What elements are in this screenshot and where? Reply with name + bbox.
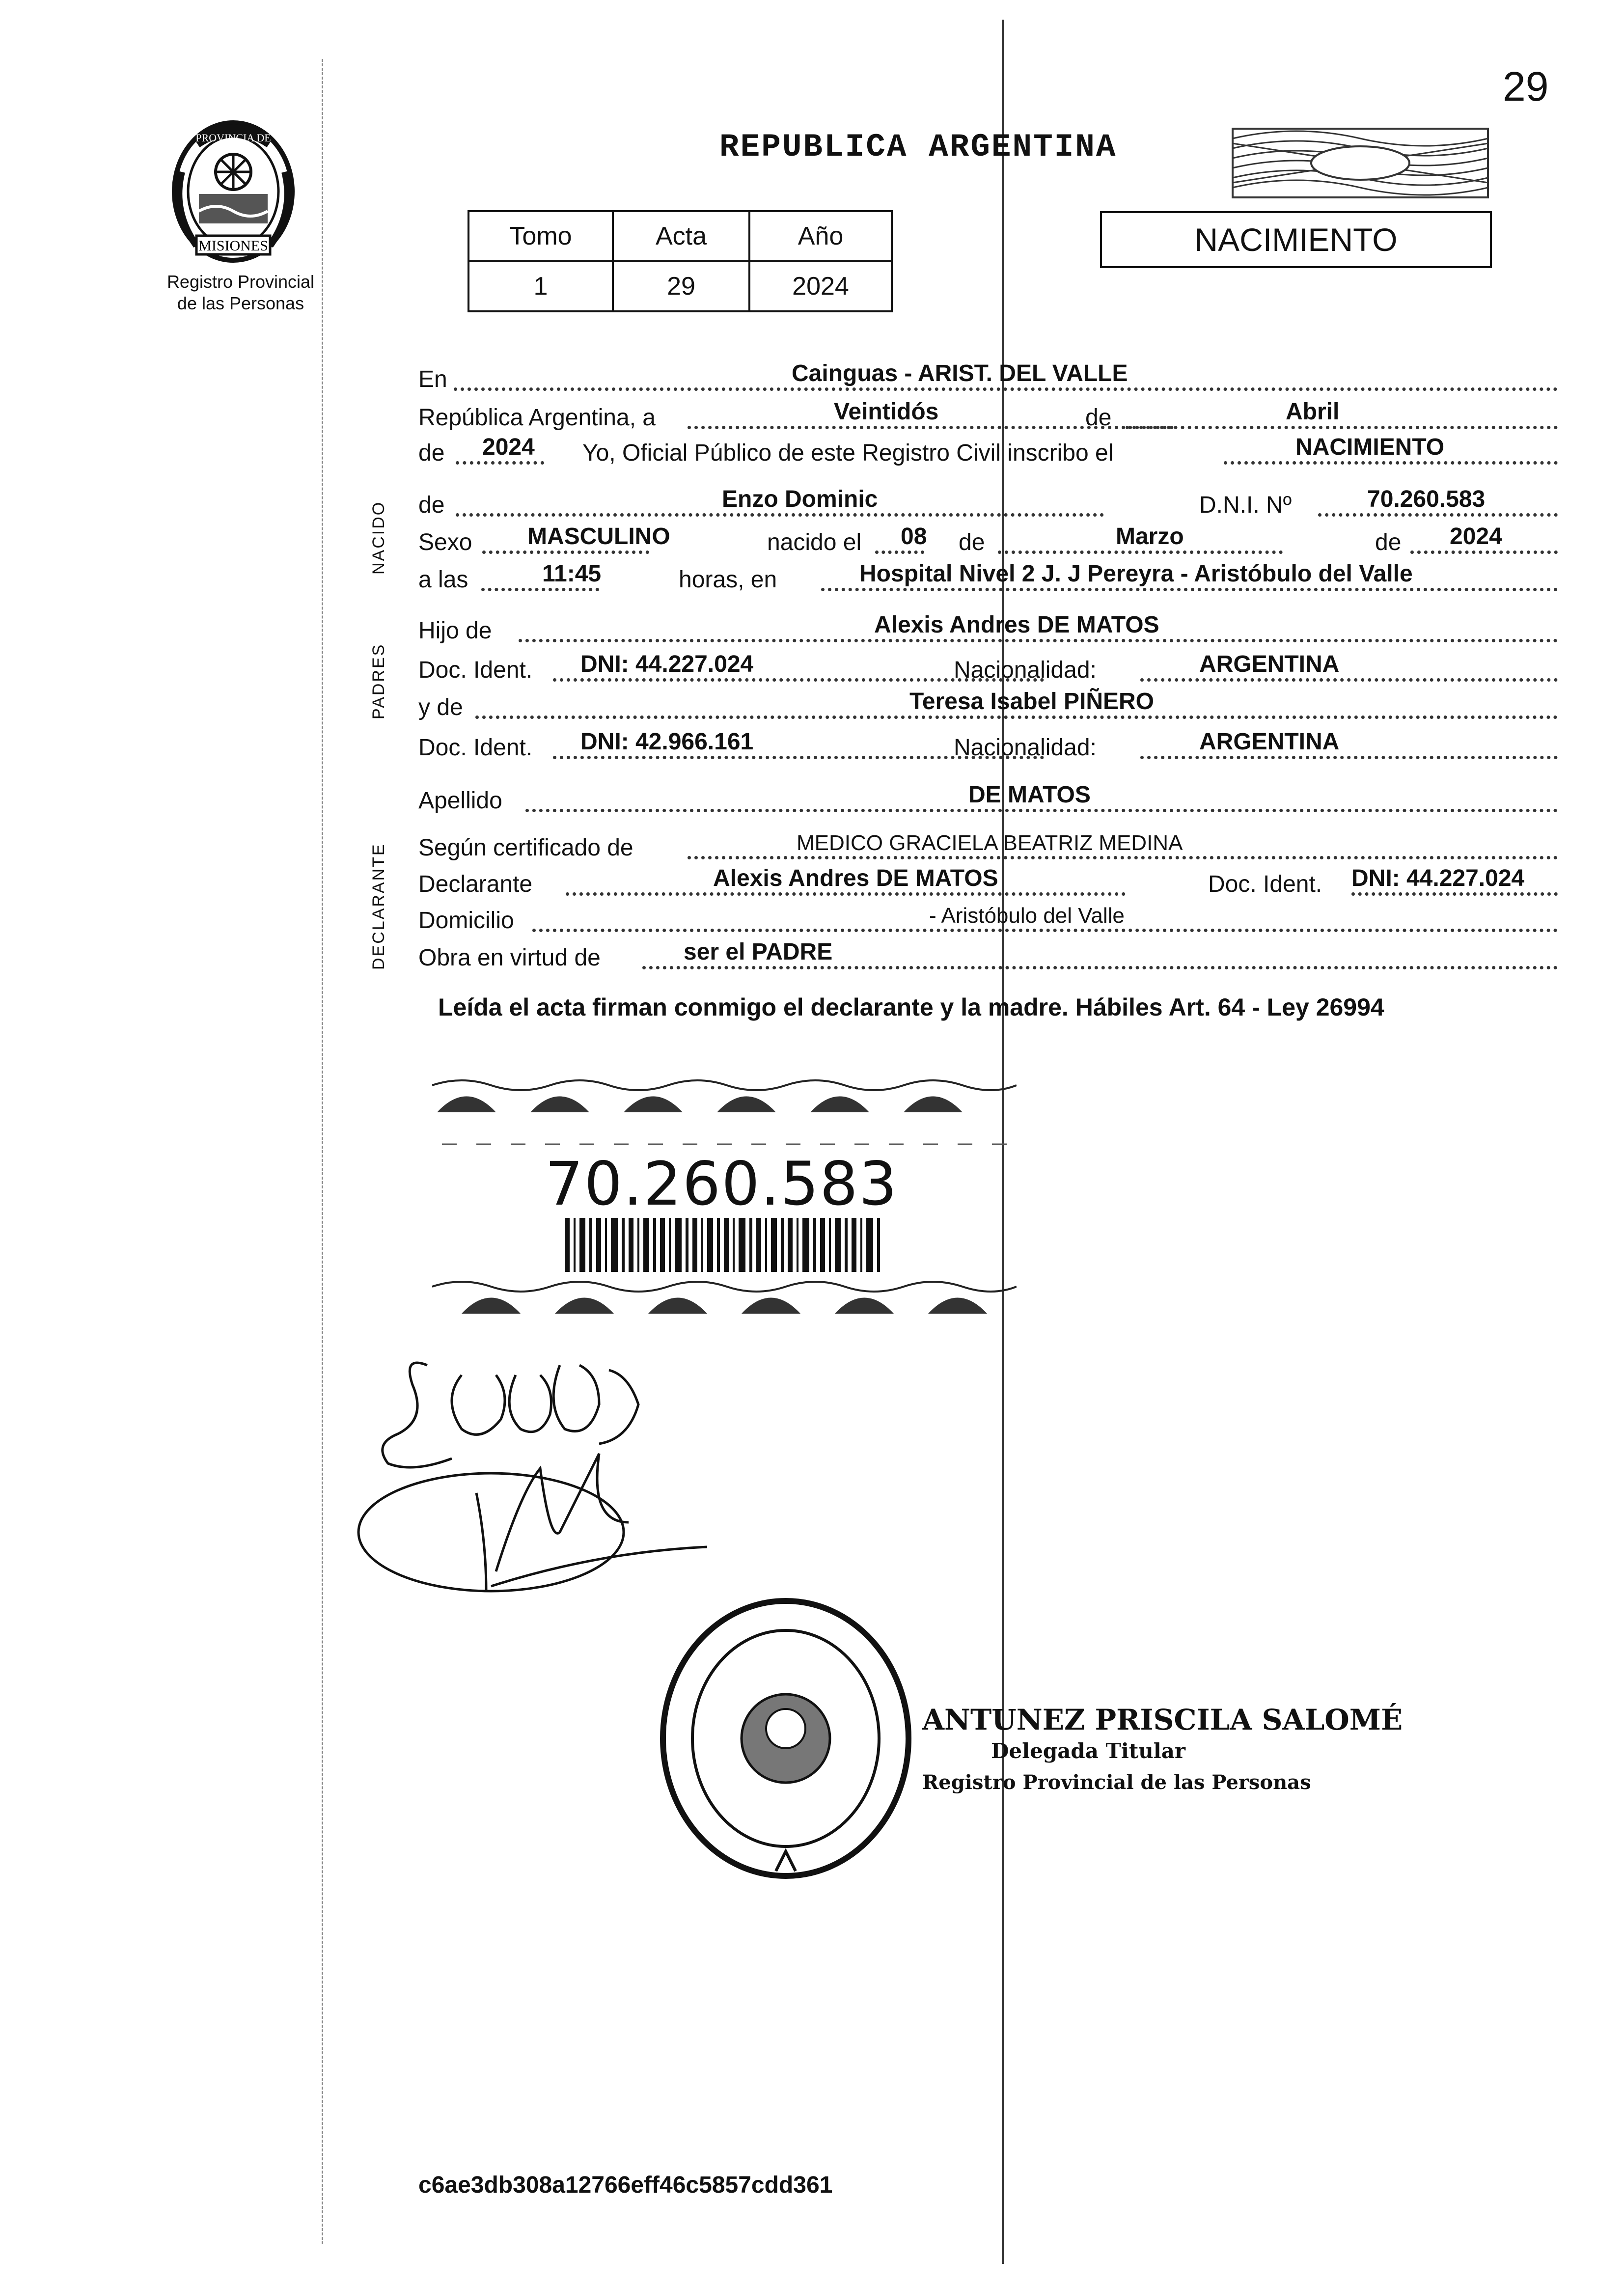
label-certificado: Según certificado de (418, 835, 633, 861)
fill-line (998, 551, 1283, 554)
value-anio: 2024 (749, 261, 892, 311)
label-father-doc: Doc. Ident. (418, 657, 533, 683)
label-alas: a las (418, 567, 468, 593)
value-address: - Aristóbulo del Valle (929, 904, 1125, 928)
official-name: ANTUNEZ PRISCILA SALOMÉ (922, 1703, 1403, 1736)
fill-line (642, 966, 1558, 969)
provincial-crest-icon (162, 113, 304, 265)
registry-label-line1: Registro Provincial (166, 272, 315, 292)
value-child-dni: 70.260.583 (1367, 486, 1486, 512)
official-stamp (922, 1704, 1403, 1798)
security-pattern-icon (1228, 124, 1493, 202)
signature-declarant (354, 1346, 707, 1616)
page-number: 29 (1503, 63, 1549, 110)
fill-line (566, 892, 1126, 896)
label-yde: y de (418, 694, 463, 720)
label-horas: horas, en (679, 567, 777, 593)
fill-line (1224, 461, 1558, 465)
page-title: REPUBLICA ARGENTINA (719, 129, 1117, 165)
label-inscribo: Yo, Oficial Público de este Registro Civil inscribo el (582, 440, 1114, 466)
section-label-declarante: DECLARANTE (369, 843, 388, 970)
fill-line (1140, 678, 1558, 682)
fill-line (482, 551, 649, 554)
value-place: Cainguas - ARIST. DEL VALLE (792, 360, 1128, 386)
label-father-nationality: Nacionalidad: (954, 657, 1097, 683)
label-declarante: Declarante (418, 871, 533, 897)
value-father-doc: DNI: 44.227.024 (580, 651, 754, 677)
value-birth-place: Hospital Nivel 2 J. J Pereyra - Aristóbulo del Valle (859, 561, 1413, 587)
row-capacity (418, 936, 1558, 971)
label-birth-de1: de (959, 529, 985, 555)
fill-line (1410, 551, 1558, 554)
label-de: de (1085, 405, 1112, 431)
reference-table (468, 210, 893, 312)
row-birth-details (418, 521, 1558, 556)
fill-line (456, 461, 544, 465)
value-sex: MASCULINO (527, 523, 670, 550)
value-child-name: Enzo Dominic (722, 486, 878, 512)
fill-line (1140, 756, 1558, 759)
label-obra: Obra en virtud de (418, 945, 601, 971)
label-republica: República Argentina, a (418, 405, 656, 431)
row-mother-doc (418, 726, 1558, 761)
row-place (418, 358, 1558, 393)
signing-note: Leída el acta firman conmigo el declarante y la madre. Hábiles Art. 64 - Ley 26994 (438, 993, 1384, 1021)
value-birth-day: 08 (901, 523, 927, 550)
row-certificate (418, 826, 1558, 861)
value-declarant-doc: DNI: 44.227.024 (1351, 865, 1525, 891)
row-inscription (418, 431, 1558, 467)
label-mother-nationality: Nacionalidad: (954, 735, 1097, 761)
registry-label-line2: de las Personas (177, 293, 304, 313)
value-year: 2024 (482, 434, 535, 460)
label-en: En (418, 366, 447, 392)
label-dni: D.N.I. Nº (1199, 492, 1292, 518)
row-surname (418, 779, 1558, 814)
value-father-nationality: ARGENTINA (1199, 651, 1340, 677)
value-birth-time: 11:45 (542, 561, 602, 587)
dni-stamp-number: 70.260.583 (545, 1149, 898, 1219)
official-office: Registro Provincial de las Personas (922, 1771, 1311, 1794)
value-event: NACIMIENTO (1295, 434, 1445, 460)
label-child-prefix: de (418, 492, 445, 518)
reference-header-row (468, 211, 892, 261)
label-birth-de2: de (1375, 529, 1402, 555)
row-registration-date (418, 396, 1558, 431)
label-mother-doc: Doc. Ident. (418, 735, 533, 761)
value-acta: 29 (613, 261, 749, 311)
fill-line (456, 513, 1104, 517)
label-hijo: Hijo de (418, 618, 492, 644)
value-mother-name: Teresa Isabel PIÑERO (909, 688, 1154, 715)
fill-line (454, 387, 1558, 391)
label-domicilio: Domicilio (418, 908, 514, 934)
fill-line (1318, 513, 1558, 517)
fill-line (875, 551, 924, 554)
label-sexo: Sexo (418, 529, 472, 555)
document-hash: c6ae3db308a12766eff46c5857cdd361 (418, 2172, 833, 2198)
official-role: Delegada Titular (991, 1739, 1186, 1763)
crest-text-top: PROVINCIA DE (195, 132, 271, 144)
registry-label (142, 271, 339, 314)
reference-value-row (468, 261, 892, 311)
fill-line (821, 588, 1558, 591)
section-label-nacido: NACIDO (369, 500, 388, 575)
fill-line (525, 809, 1558, 812)
fill-line (475, 716, 1558, 719)
value-birth-month: Marzo (1116, 523, 1184, 550)
header-tomo: Tomo (468, 211, 613, 261)
label-declarant-doc: Doc. Ident. (1208, 871, 1322, 897)
label-apellido: Apellido (418, 788, 502, 814)
value-father-name: Alexis Andres DE MATOS (874, 612, 1159, 638)
fill-line (532, 929, 1558, 932)
seal-text (663, 1611, 908, 1876)
fill-line (481, 588, 599, 591)
value-mother-nationality: ARGENTINA (1199, 729, 1340, 755)
section-label-padres: PADRES (369, 643, 388, 719)
row-child-name (418, 483, 1558, 519)
value-capacity: ser el PADRE (684, 939, 833, 965)
value-month: Abril (1286, 399, 1340, 425)
label-nacido: nacido el (767, 529, 862, 555)
row-father-name (418, 609, 1558, 644)
value-mother-doc: DNI: 42.966.161 (580, 729, 754, 755)
row-mother-name (418, 686, 1558, 721)
header-acta: Acta (613, 211, 749, 261)
fill-line (519, 639, 1558, 642)
label-year-prefix: de (418, 440, 445, 466)
row-father-doc (418, 648, 1558, 684)
fill-line (688, 856, 1558, 859)
value-surname: DE MATOS (968, 782, 1091, 808)
margin-line (322, 59, 325, 2244)
value-tomo: 1 (468, 261, 613, 311)
value-certificate: MEDICO GRACIELA BEATRIZ MEDINA (797, 831, 1183, 855)
header-anio: Año (749, 211, 892, 261)
value-birth-year: 2024 (1450, 523, 1502, 550)
fill-line (1126, 426, 1558, 429)
record-type-box: NACIMIENTO (1100, 211, 1492, 268)
row-declarant (418, 862, 1558, 898)
crest-text-bottom: MISIONES (198, 238, 268, 254)
value-day-words: Veintidós (834, 399, 939, 425)
row-birth-time-place (418, 558, 1558, 593)
row-address (418, 899, 1558, 934)
fill-line (1351, 892, 1558, 896)
value-declarant: Alexis Andres DE MATOS (713, 865, 998, 891)
